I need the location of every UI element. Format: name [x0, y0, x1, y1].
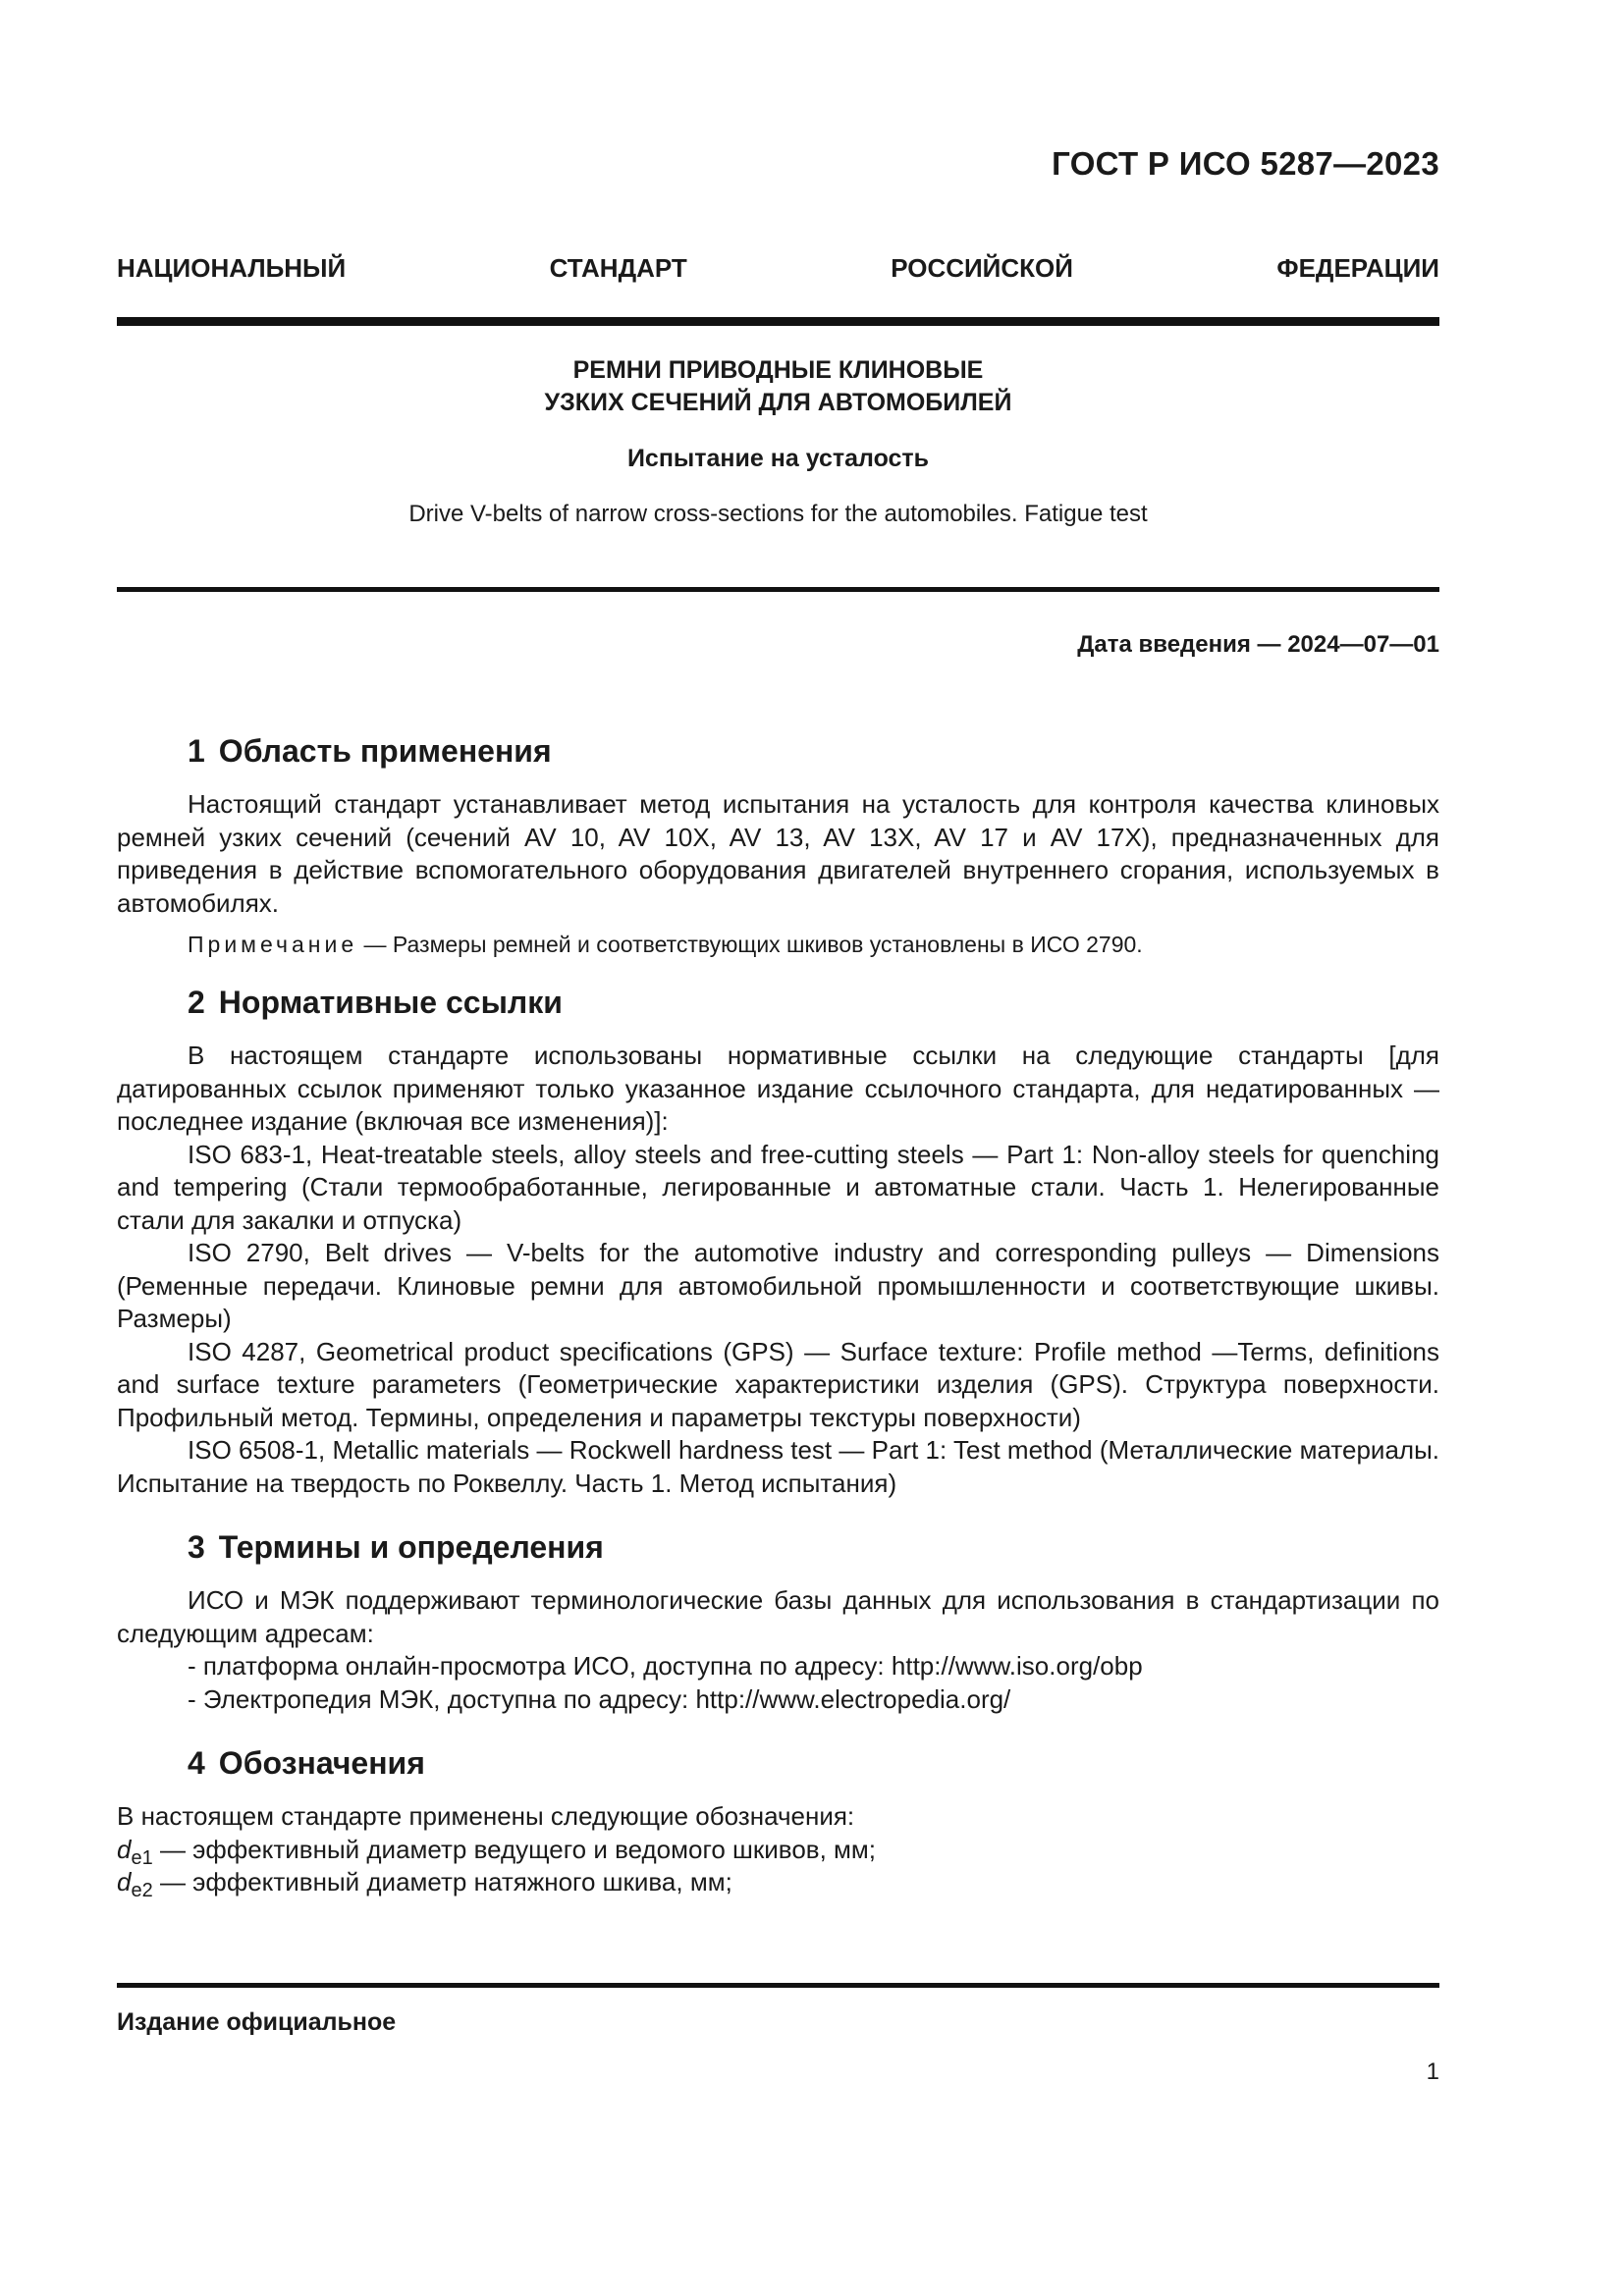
- title-line-1: РЕМНИ ПРИВОДНЫЕ КЛИНОВЫЕ: [572, 356, 984, 384]
- reference-item: ISO 2790, Belt drives — V-belts for the automotive industry and corresponding pulleys — Dimensions (Ременные передачи. Клиновые ремни для автомобильной промышленности и соответствующие шкивы. Размеры): [117, 1238, 1439, 1333]
- note-text: — Размеры ремней и соответствующих шкивов установлены в ИСО 2790.: [357, 932, 1143, 957]
- list-item: - Электропедия МЭК, доступна по адресу: http://www.electropedia.org/: [188, 1683, 1011, 1714]
- symbol-definition: $d_{e2}$ — эффективный диаметр натяжного шкива, мм;: [117, 1867, 732, 1902]
- section-1-paragraph: Настоящий стандарт устанавливает метод испытания на усталость для контроля качества клиновых ремней узких сечений (сечений AV 10, AV 10X, AV 13, AV 13X, AV 17 и AV 17X), предназначенных для приведения в действие вспомогательного оборудования двигателей внутреннего сгорания, используемых в автомобилях.: [117, 789, 1439, 918]
- official-edition-label: Издание официальное: [117, 2008, 397, 2036]
- section-3-paragraph: ИСО и МЭК поддерживают терминологические базы данных для использования в стандартизации по следующим адресам:: [117, 1585, 1439, 1648]
- reference-item: ISO 4287, Geometrical product specifications (GPS) — Surface texture: Profile method —Terms, definitions and surface texture parameters (Геометрические характеристики изделия (GPS). Структура поверхности. Профильный метод. Термины, определения и параметры текстуры поверхности): [117, 1336, 1439, 1432]
- title-block: [117, 354, 1439, 528]
- document-code: ГОСТ Р ИСО 5287—2023: [1052, 145, 1439, 182]
- title-bottom-rule: [117, 587, 1439, 592]
- section-1-note: [117, 930, 1439, 959]
- title-english: Drive V-belts of narrow cross-sections for the automobiles. Fatigue test: [408, 501, 1148, 527]
- section-2-heading: 2 Нормативные ссылки: [188, 985, 563, 1020]
- page-number: 1: [1426, 2058, 1439, 2085]
- reference-item: ISO 6508-1, Metallic materials — Rockwell hardness test — Part 1: Test method (Металлические материалы. Испытание на твердость по Роквеллу. Часть 1. Метод испытания): [117, 1435, 1439, 1498]
- section-2-paragraph: В настоящем стандарте использованы нормативные ссылки на следующие стандарты [для датированных ссылок применяют только указанное издание ссылочного стандарта, для недатированных — последнее издание (включая все изменения)]:: [117, 1041, 1439, 1136]
- reference-item: ISO 683-1, Heat-treatable steels, alloy steels and free-cutting steels — Part 1: Non-alloy steels for quenching and tempering (Стали термообработанные, легированные и автоматные стали. Часть 1. Нелегированные стали для закалки и отпуска): [117, 1139, 1439, 1235]
- section-3-heading: 3 Термины и определения: [188, 1529, 604, 1565]
- symbol-definition: $d_{e1}$ — эффективный диаметр ведущего и ведомого шкивов, мм;: [117, 1834, 877, 1869]
- national-standard-title: НАЦИОНАЛЬНЫЙ СТАНДАРТ РОССИЙСКОЙ ФЕДЕРАЦИИ: [117, 253, 1439, 283]
- footer-rule: [117, 1983, 1439, 1988]
- document-body: [117, 731, 1439, 1902]
- section-4-heading: 4 Обозначения: [188, 1745, 425, 1781]
- introduction-date: Дата введения — 2024—07—01: [1077, 631, 1439, 658]
- document-page: [117, 0, 1439, 2296]
- section-4-paragraph: В настоящем стандарте применены следующие обозначения:: [117, 1801, 855, 1831]
- title-subtitle: Испытание на усталость: [626, 445, 930, 472]
- section-1-heading: 1 Область применения: [188, 733, 552, 769]
- top-rule: [117, 317, 1439, 326]
- list-item: - платформа онлайн-просмотра ИСО, доступна по адресу: http://www.iso.org/obp: [188, 1651, 1143, 1681]
- title-line-2: УЗКИХ СЕЧЕНИЙ ДЛЯ АВТОМОБИЛЕЙ: [544, 389, 1012, 416]
- note-label: Примечание: [188, 932, 358, 957]
